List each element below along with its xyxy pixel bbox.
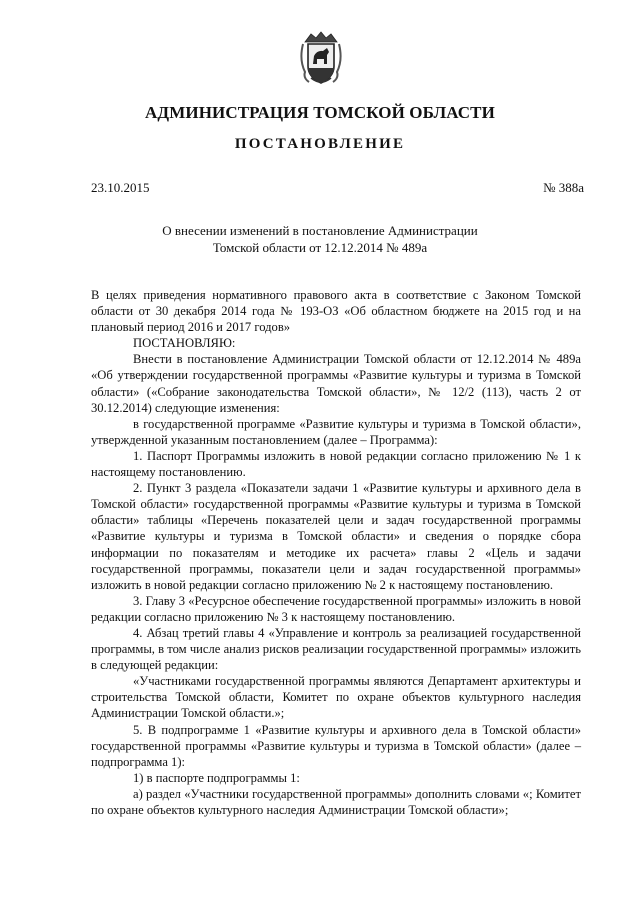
paragraph-item-2: 2. Пункт 3 раздела «Показатели задачи 1 «Развитие культуры и архивного дела в Томской области» государственной программы «Развитие культуры и туризма в Томской области» таблицы «Перечень показателей цели и задач государственной программы «Развитие культуры и туризма в Томской области» и сведения о порядке сбора информации по показателям и методике их расчета» главы 2 «Цель и задачи государственной программы, показатели цели и задач государственной программы» изложить в новой редакции согласно приложению № 2 к настоящему постановлению. xyxy=(91,481,581,592)
subject-line: Томской области от 12.12.2014 № 489а xyxy=(212,240,428,255)
paragraph-program: в государственной программе «Развитие культуры и туризма в Томской области», утвержденной указанным постановлением (далее – Программа): xyxy=(91,416,581,447)
paragraph-preamble: В целях приведения нормативного правового акта в соответствие с Законом Томской области от 30 декабря 2014 года № 193-ОЗ «Об областном бюджете на 2015 год и на плановый период 2016 и 2017 годов» xyxy=(91,288,581,335)
document-subject xyxy=(0,222,640,256)
paragraph-participants: «Участниками государственной программы являются Департамент архитектуры и строительства Томской области, Комитет по охране объектов культурного наследия Администрации Томской области.»; xyxy=(91,674,581,721)
document-body xyxy=(91,287,581,818)
paragraph-subitem-1: 1) в паспорте подпрограммы 1: xyxy=(133,770,300,785)
organization-title: АДМИНИСТРАЦИЯ ТОМСКОЙ ОБЛАСТИ xyxy=(145,103,495,122)
paragraph-item-3: 3. Главу 3 «Ресурсное обеспечение государственной программы» изложить в новой редакции согласно приложению № 3 к настоящему постановлению. xyxy=(91,593,581,624)
paragraph-amend: Внести в постановление Администрации Томской области от 12.12.2014 № 489а «Об утверждении государственной программы «Развитие культуры и туризма в Томской области» («Собрание законодательства Томской области», № 12/2 (113), часть 2 от 30.12.2014) следующие изменения: xyxy=(91,352,581,415)
paragraph-subitem-a: а) раздел «Участники государственной программы» дополнить словами «; Комитет по охране объектов культурного наследия Администрации Томской области»; xyxy=(91,786,581,817)
paragraph-item-5: 5. В подпрограмме 1 «Развитие культуры и архивного дела в Томской области» государственной программы «Развитие культуры и туризма в Томской области» (далее – подпрограмма 1): xyxy=(91,722,581,769)
paragraph-item-1: 1. Паспорт Программы изложить в новой редакции согласно приложению № 1 к настоящему постановлению. xyxy=(91,448,581,480)
paragraph-item-4: 4. Абзац третий главы 4 «Управление и контроль за реализацией государственной программы, в том числе анализ рисков реализации государственной программы» изложить в следующей редакции: xyxy=(91,625,581,673)
subject-line: О внесении изменений в постановление Администрации xyxy=(162,223,478,238)
document-date: 23.10.2015 xyxy=(91,180,150,195)
document-type: ПОСТАНОВЛЕНИЕ xyxy=(234,136,406,152)
document-number: № 388а xyxy=(543,180,584,195)
coat-of-arms-icon xyxy=(299,30,343,86)
paragraph-resolve: ПОСТАНОВЛЯЮ: xyxy=(133,336,236,351)
